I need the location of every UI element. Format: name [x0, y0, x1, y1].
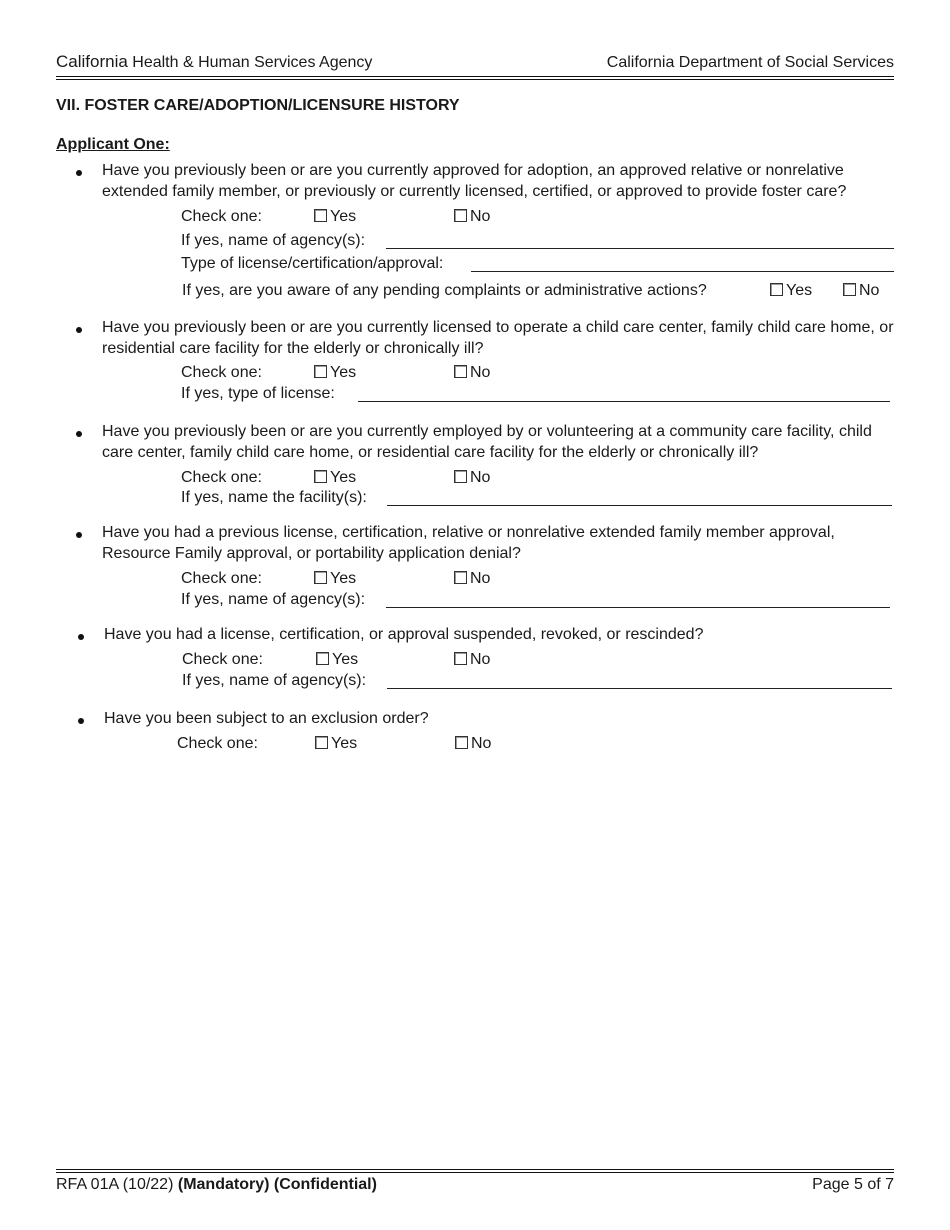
- agency-field-label: If yes, name of agency(s):: [182, 672, 367, 689]
- question-6: [56, 708, 894, 758]
- header-agency: [56, 52, 372, 73]
- license-type-field-label: If yes, type of license:: [181, 385, 335, 402]
- form-number: RFA 01A (10/22): [56, 1176, 174, 1193]
- facility-field-label: If yes, name the facility(s):: [181, 489, 367, 506]
- license-type-field-row: [181, 254, 894, 274]
- no-option[interactable]: [454, 650, 490, 670]
- no-checkbox[interactable]: [455, 736, 468, 749]
- page-number: Page 5 of 7: [812, 1176, 894, 1193]
- question-5: [56, 624, 894, 694]
- question-text: Have you previously been or are you currently employed by or volunteering at a community care facility, child care center, family child care home, or residential care facility for the elderly or chronically ill?: [102, 423, 872, 461]
- no-option[interactable]: [455, 734, 491, 754]
- question-text: Have you been subject to an exclusion order?: [104, 710, 429, 727]
- pending-complaints-row: [182, 281, 894, 301]
- agency-input-line[interactable]: [386, 248, 894, 249]
- facility-input-line[interactable]: [387, 505, 892, 506]
- applicant-label: Applicant One:: [56, 136, 170, 153]
- footer-rule-bottom: [56, 1172, 894, 1173]
- yes-label: Yes: [330, 208, 357, 225]
- license-type-input-line[interactable]: [358, 401, 890, 402]
- yes-checkbox[interactable]: [315, 736, 328, 749]
- header-department: California Department of Social Services: [606, 54, 894, 71]
- yes-label: Yes: [330, 570, 357, 587]
- no-checkbox[interactable]: [454, 652, 467, 665]
- footer-rule-top: [56, 1169, 894, 1170]
- section-title: VII. FOSTER CARE/ADOPTION/LICENSURE HISTORY: [56, 97, 460, 114]
- yes-option[interactable]: [315, 734, 357, 754]
- pending-complaints-label: If yes, are you aware of any pending complaints or administrative actions?: [182, 282, 707, 299]
- check-one-label: Check one:: [181, 208, 262, 225]
- question-3: [56, 421, 894, 511]
- header-agency-name: Health & Human Services Agency: [132, 54, 373, 71]
- bullet: [76, 532, 82, 538]
- bullet: [76, 327, 82, 333]
- question-text: Have you had a license, certification, or approval suspended, revoked, or rescinded?: [104, 626, 704, 643]
- no-checkbox[interactable]: [454, 571, 467, 584]
- yes-label: Yes: [330, 364, 357, 381]
- no-checkbox[interactable]: [454, 365, 467, 378]
- pending-no-checkbox[interactable]: [843, 283, 856, 296]
- yes-option[interactable]: [314, 569, 356, 589]
- license-type-field-label: Type of license/certification/approval:: [181, 255, 444, 272]
- no-label: No: [471, 735, 492, 752]
- yes-checkbox[interactable]: [314, 571, 327, 584]
- check-one-label: Check one:: [181, 469, 262, 486]
- agency-field-label: If yes, name of agency(s):: [181, 591, 366, 608]
- no-label: No: [470, 208, 491, 225]
- check-one-label: Check one:: [177, 735, 258, 752]
- check-one-label: Check one:: [182, 651, 263, 668]
- agency-field-label: If yes, name of agency(s):: [181, 232, 366, 249]
- yes-option[interactable]: [316, 650, 358, 670]
- bullet: [76, 431, 82, 437]
- yes-checkbox[interactable]: [314, 365, 327, 378]
- yes-label: Yes: [330, 469, 357, 486]
- check-one-row: [181, 468, 681, 488]
- question-text: Have you previously been or are you currently approved for adoption, an approved relative or nonrelative extended family member, or previously or currently licensed, certified, or approved to provide foster care?: [102, 162, 847, 200]
- header-rule-bottom: [56, 79, 894, 80]
- agency-field-row: [181, 590, 890, 610]
- bullet: [76, 170, 82, 176]
- check-one-row: [177, 734, 677, 754]
- agency-field-row: [181, 231, 894, 251]
- no-label: No: [470, 364, 491, 381]
- yes-checkbox[interactable]: [314, 470, 327, 483]
- no-checkbox[interactable]: [454, 209, 467, 222]
- yes-checkbox[interactable]: [316, 652, 329, 665]
- header-agency-state: California: [56, 52, 128, 71]
- no-label: No: [470, 651, 491, 668]
- header-rule-top: [56, 76, 894, 77]
- no-option[interactable]: [454, 569, 490, 589]
- bullet: [78, 718, 84, 724]
- agency-input-line[interactable]: [387, 688, 892, 689]
- question-2: [56, 317, 894, 407]
- yes-option[interactable]: [314, 207, 356, 227]
- pending-yes-label: Yes: [786, 282, 813, 299]
- no-label: No: [470, 570, 491, 587]
- footer-form-id: [56, 1175, 377, 1195]
- yes-checkbox[interactable]: [314, 209, 327, 222]
- question-1: [56, 160, 894, 300]
- pending-yes-checkbox[interactable]: [770, 283, 783, 296]
- question-4: [56, 522, 894, 612]
- pending-no-option[interactable]: [843, 281, 879, 301]
- pending-yes-option[interactable]: [770, 281, 812, 301]
- pending-no-label: No: [859, 282, 880, 299]
- question-text: Have you had a previous license, certification, relative or nonrelative extended family member approval, Resource Family approval, or portability application denial?: [102, 524, 835, 562]
- facility-field-row: [181, 488, 892, 508]
- yes-option[interactable]: [314, 468, 356, 488]
- license-type-input-line[interactable]: [471, 271, 894, 272]
- question-text: Have you previously been or are you currently licensed to operate a child care center, family child care home, or residential care facility for the elderly or chronically ill?: [102, 319, 894, 357]
- no-option[interactable]: [454, 468, 490, 488]
- agency-field-row: [182, 671, 892, 691]
- check-one-row: [182, 650, 682, 670]
- no-option[interactable]: [454, 363, 490, 383]
- bullet: [78, 634, 84, 640]
- form-status: (Mandatory) (Confidential): [177, 1176, 377, 1193]
- no-option[interactable]: [454, 207, 490, 227]
- license-type-field-row: [181, 384, 890, 404]
- check-one-row: [181, 363, 681, 383]
- yes-label: Yes: [331, 735, 358, 752]
- no-checkbox[interactable]: [454, 470, 467, 483]
- no-label: No: [470, 469, 491, 486]
- yes-option[interactable]: [314, 363, 356, 383]
- check-one-row: [181, 207, 681, 227]
- check-one-label: Check one:: [181, 364, 262, 381]
- agency-input-line[interactable]: [386, 607, 890, 608]
- check-one-row: [181, 569, 681, 589]
- check-one-label: Check one:: [181, 570, 262, 587]
- yes-label: Yes: [332, 651, 359, 668]
